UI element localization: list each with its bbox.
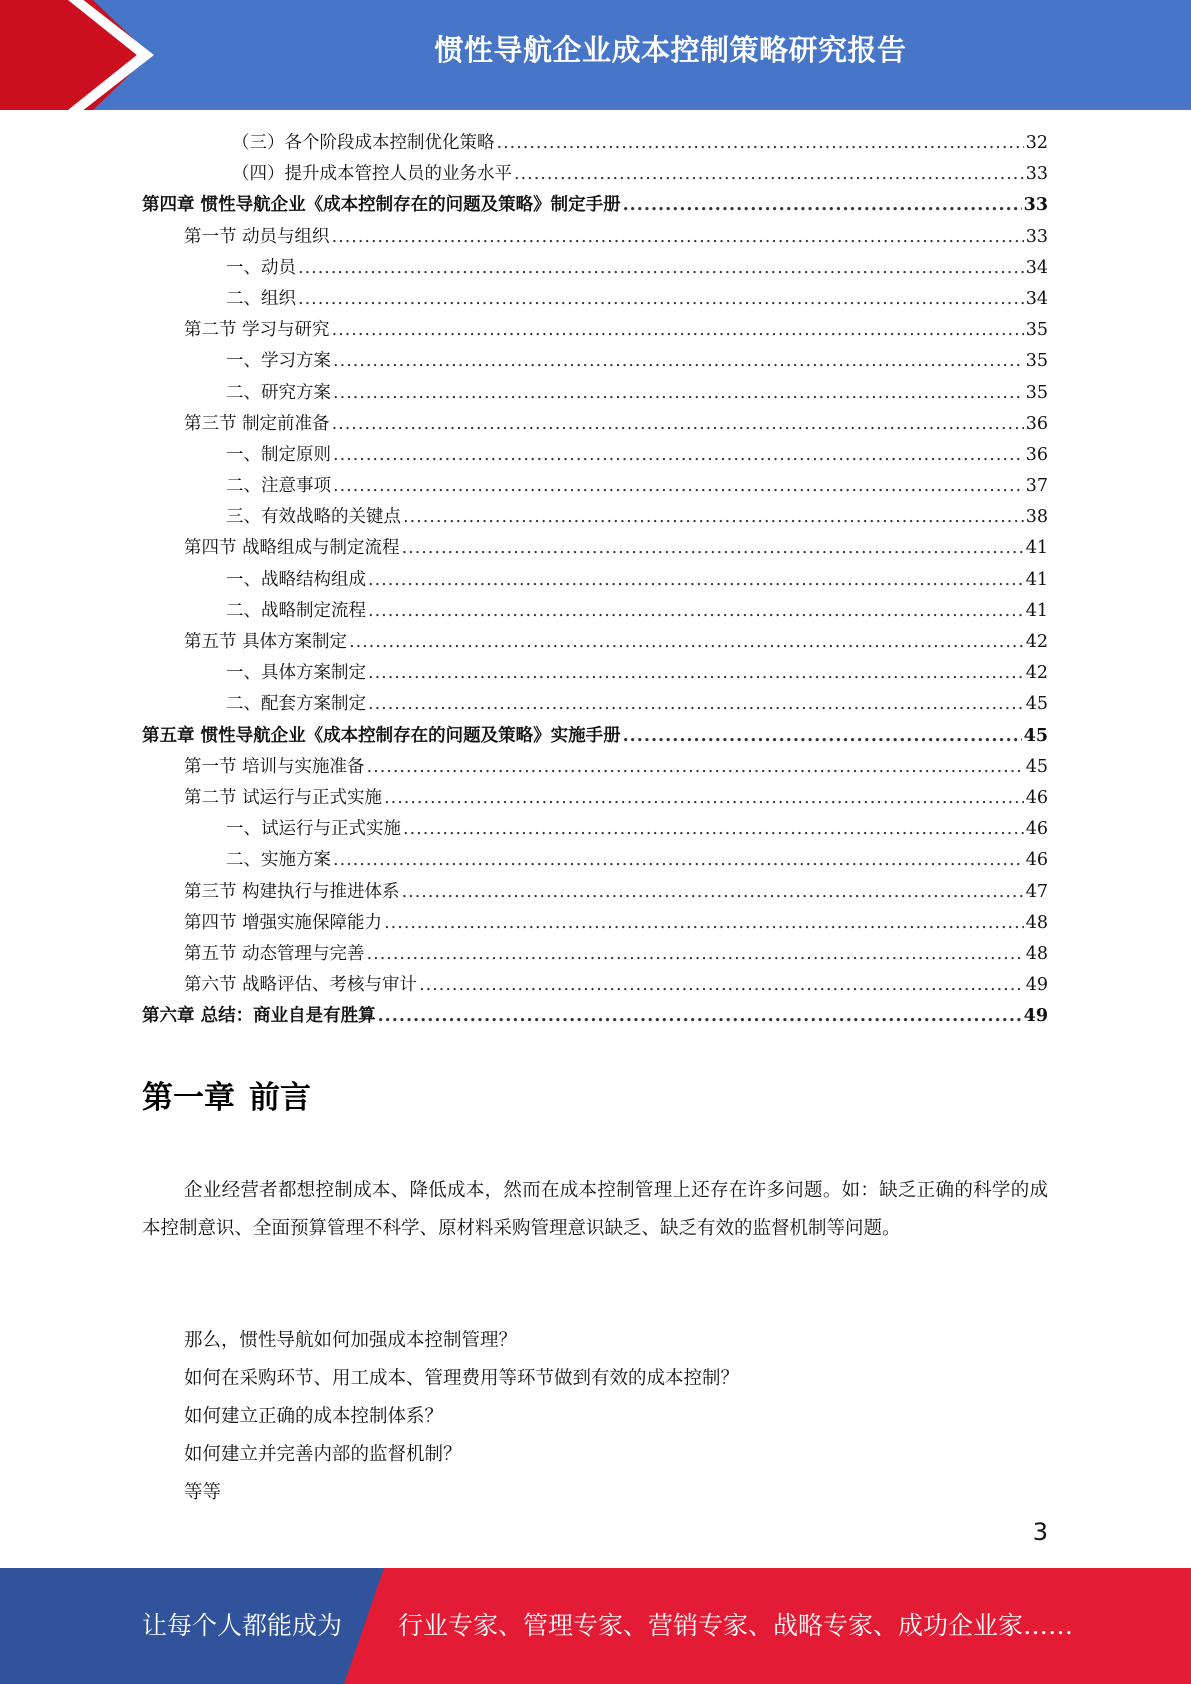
footer-slogan-right: 行业专家、管理专家、营销专家、战略专家、成功企业家…… xyxy=(398,1611,1074,1640)
toc-entry-title: 第三节 制定前准备 xyxy=(184,413,330,434)
toc-entry-title: 二、注意事项 xyxy=(226,476,331,497)
question-line: 如何在采购环节、用工成本、管理费用等环节做到有效的成本控制？ xyxy=(184,1368,740,1389)
toc-entry-title: 一、学习方案 xyxy=(226,351,331,372)
toc-section-entry[interactable] xyxy=(142,222,1048,253)
toc-entry-page: 38 xyxy=(1025,507,1048,528)
toc-entry-page: 42 xyxy=(1025,663,1048,684)
toc-entry-page: 41 xyxy=(1025,569,1048,590)
toc-entry-page: 37 xyxy=(1025,476,1048,497)
toc-entry-page: 33 xyxy=(1023,195,1048,216)
question-line: 如何建立并完善内部的监督机制？ xyxy=(184,1444,462,1465)
toc-entry-page: 49 xyxy=(1023,1006,1048,1027)
toc-entry-title: 第五节 具体方案制定 xyxy=(184,632,348,652)
chapter-number: 第一章 xyxy=(142,1080,235,1116)
toc-entry-page: 35 xyxy=(1025,351,1048,372)
toc-dot-leader xyxy=(333,471,1024,502)
toc-dot-leader xyxy=(367,939,1024,970)
toc-entry-page: 42 xyxy=(1025,632,1048,652)
toc-section-entry[interactable] xyxy=(142,752,1048,783)
toc-dot-leader xyxy=(349,627,1024,658)
toc-dot-leader xyxy=(368,565,1024,596)
toc-section-entry[interactable] xyxy=(142,970,1048,1001)
toc-dot-leader xyxy=(384,783,1024,814)
toc-entry-page: 46 xyxy=(1025,787,1048,808)
toc-entry-page: 48 xyxy=(1025,912,1048,933)
toc-dot-leader xyxy=(402,877,1024,908)
toc-entry-title: 一、战略结构组成 xyxy=(226,569,366,590)
toc-subsection-entry[interactable] xyxy=(142,440,1048,471)
toc-subsection-entry[interactable] xyxy=(142,845,1048,876)
toc-entry-title: 第一节 动员与组织 xyxy=(184,226,330,247)
page-footer xyxy=(0,1568,1191,1684)
toc-dot-leader xyxy=(497,128,1024,159)
toc-section-entry[interactable] xyxy=(142,939,1048,970)
toc-dot-leader xyxy=(332,315,1024,346)
toc-dot-leader xyxy=(368,658,1024,689)
toc-entry-title: 第五节 动态管理与完善 xyxy=(184,943,365,964)
toc-subsection-entry[interactable] xyxy=(142,658,1048,689)
toc-entry-title: 第一节 培训与实施准备 xyxy=(184,756,365,777)
toc-dot-leader xyxy=(333,378,1024,409)
toc-entry-page: 45 xyxy=(1025,694,1048,715)
toc-entry-page: 45 xyxy=(1023,725,1048,746)
toc-subsection-entry[interactable] xyxy=(142,596,1048,627)
toc-dot-leader xyxy=(298,284,1024,315)
intro-paragraph: 企业经营者都想控制成本、降低成本，然而在成本控制管理上还存在许多问题。如：缺乏正确的科学的成本控制意识、全面预算管理不科学、原材料采购管理意识缺乏、缺乏有效的监督机制等问题。 xyxy=(142,1180,1048,1239)
toc-subsection-entry[interactable] xyxy=(142,159,1048,190)
toc-entry-page: 45 xyxy=(1025,756,1048,777)
toc-entry-title: 第六章 总结：商业自是有胜算 xyxy=(142,1006,376,1027)
toc-subsection-entry[interactable] xyxy=(142,128,1048,159)
toc-entry-page: 34 xyxy=(1025,257,1048,278)
toc-entry-title: 二、实施方案 xyxy=(226,850,331,871)
toc-section-entry[interactable] xyxy=(142,908,1048,939)
toc-entry-page: 46 xyxy=(1025,819,1048,840)
toc-entry-page: 36 xyxy=(1025,444,1048,465)
toc-section-entry[interactable] xyxy=(142,783,1048,814)
page-header xyxy=(0,0,1191,110)
toc-dot-leader xyxy=(367,752,1024,783)
toc-entry-title: 第四节 战略组成与制定流程 xyxy=(184,538,400,559)
toc-entry-page: 48 xyxy=(1025,943,1048,964)
chapter-title: 前言 xyxy=(249,1080,311,1116)
toc-chapter-entry[interactable] xyxy=(142,1001,1048,1032)
question-list xyxy=(184,1322,1044,1512)
toc-subsection-entry[interactable] xyxy=(142,346,1048,377)
toc-dot-leader xyxy=(368,596,1024,627)
toc-entry-title: （四）提升成本管控人员的业务水平 xyxy=(232,164,512,185)
toc-dot-leader xyxy=(403,502,1024,533)
toc-dot-leader xyxy=(514,159,1024,190)
toc-section-entry[interactable] xyxy=(142,627,1048,658)
toc-entry-page: 33 xyxy=(1025,164,1048,185)
question-line: 等等 xyxy=(184,1482,222,1503)
toc-entry-title: 第四章 惯性导航企业《成本控制存在的问题及策略》制定手册 xyxy=(142,195,621,216)
toc-subsection-entry[interactable] xyxy=(142,565,1048,596)
footer-slogan-left: 让每个人都能成为 xyxy=(142,1611,343,1640)
toc-entry-title: 一、制定原则 xyxy=(226,444,331,465)
toc-entry-title: （三）各个阶段成本控制优化策略 xyxy=(232,133,495,153)
toc-entry-title: 第三节 构建执行与推进体系 xyxy=(184,881,400,902)
toc-section-entry[interactable] xyxy=(142,877,1048,908)
toc-dot-leader xyxy=(332,222,1024,253)
toc-section-entry[interactable] xyxy=(142,315,1048,346)
toc-dot-leader xyxy=(623,721,1022,752)
toc-entry-title: 三、有效战略的关键点 xyxy=(226,507,401,528)
toc-dot-leader xyxy=(378,1001,1022,1032)
toc-dot-leader xyxy=(403,814,1024,845)
toc-entry-page: 35 xyxy=(1025,382,1048,403)
toc-subsection-entry[interactable] xyxy=(142,502,1048,533)
toc-entry-title: 一、动员 xyxy=(226,257,296,278)
toc-dot-leader xyxy=(384,908,1024,939)
question-line: 那么，惯性导航如何加强成本控制管理？ xyxy=(184,1330,518,1351)
question-line: 如何建立正确的成本控制体系？ xyxy=(184,1406,444,1427)
toc-subsection-entry[interactable] xyxy=(142,378,1048,409)
toc-entry-title: 第六节 战略评估、考核与审计 xyxy=(184,975,418,996)
chapter-heading xyxy=(142,1072,311,1117)
toc-entry-title: 一、试运行与正式实施 xyxy=(226,819,401,840)
toc-entry-page: 35 xyxy=(1025,320,1048,341)
toc-dot-leader xyxy=(298,253,1024,284)
toc-entry-page: 46 xyxy=(1025,850,1048,871)
toc-entry-title: 第二节 学习与研究 xyxy=(184,320,330,341)
toc-entry-title: 二、研究方案 xyxy=(226,382,331,403)
toc-entry-title: 第四节 增强实施保障能力 xyxy=(184,912,383,933)
toc-entry-page: 34 xyxy=(1025,288,1048,309)
toc-subsection-entry[interactable] xyxy=(142,814,1048,845)
toc-dot-leader xyxy=(333,346,1024,377)
toc-entry-page: 49 xyxy=(1025,975,1048,996)
toc-subsection-entry[interactable] xyxy=(142,689,1048,720)
header-title: 惯性导航企业成本控制策略研究报告 xyxy=(434,33,907,67)
toc-entry-page: 36 xyxy=(1025,413,1048,434)
toc-entry-page: 33 xyxy=(1025,226,1048,247)
toc-subsection-entry[interactable] xyxy=(142,253,1048,284)
toc-subsection-entry[interactable] xyxy=(142,284,1048,315)
toc-dot-leader xyxy=(419,970,1024,1001)
toc-entry-page: 41 xyxy=(1025,600,1048,621)
toc-entry-page: 47 xyxy=(1025,881,1048,902)
toc-entry-page: 32 xyxy=(1025,133,1048,153)
toc-entry-title: 第五章 惯性导航企业《成本控制存在的问题及策略》实施手册 xyxy=(142,725,621,746)
page-number: 3 xyxy=(1032,1518,1048,1546)
toc-entry-page: 41 xyxy=(1025,538,1048,559)
toc-section-entry[interactable] xyxy=(142,409,1048,440)
toc-dot-leader xyxy=(402,533,1024,564)
toc-entry-title: 二、组织 xyxy=(226,288,296,309)
toc-entry-title: 一、具体方案制定 xyxy=(226,663,366,684)
toc-entry-title: 二、战略制定流程 xyxy=(226,600,366,621)
toc-subsection-entry[interactable] xyxy=(142,471,1048,502)
toc-entry-title: 二、配套方案制定 xyxy=(226,694,366,715)
toc-dot-leader xyxy=(333,440,1024,471)
toc-dot-leader xyxy=(368,689,1024,720)
table-of-contents xyxy=(142,128,1048,1032)
toc-dot-leader xyxy=(623,190,1022,221)
toc-chapter-entry[interactable] xyxy=(142,721,1048,752)
toc-dot-leader xyxy=(333,845,1024,876)
toc-section-entry[interactable] xyxy=(142,533,1048,564)
toc-dot-leader xyxy=(332,409,1024,440)
toc-chapter-entry[interactable] xyxy=(142,190,1048,221)
toc-entry-title: 第二节 试运行与正式实施 xyxy=(184,787,383,808)
